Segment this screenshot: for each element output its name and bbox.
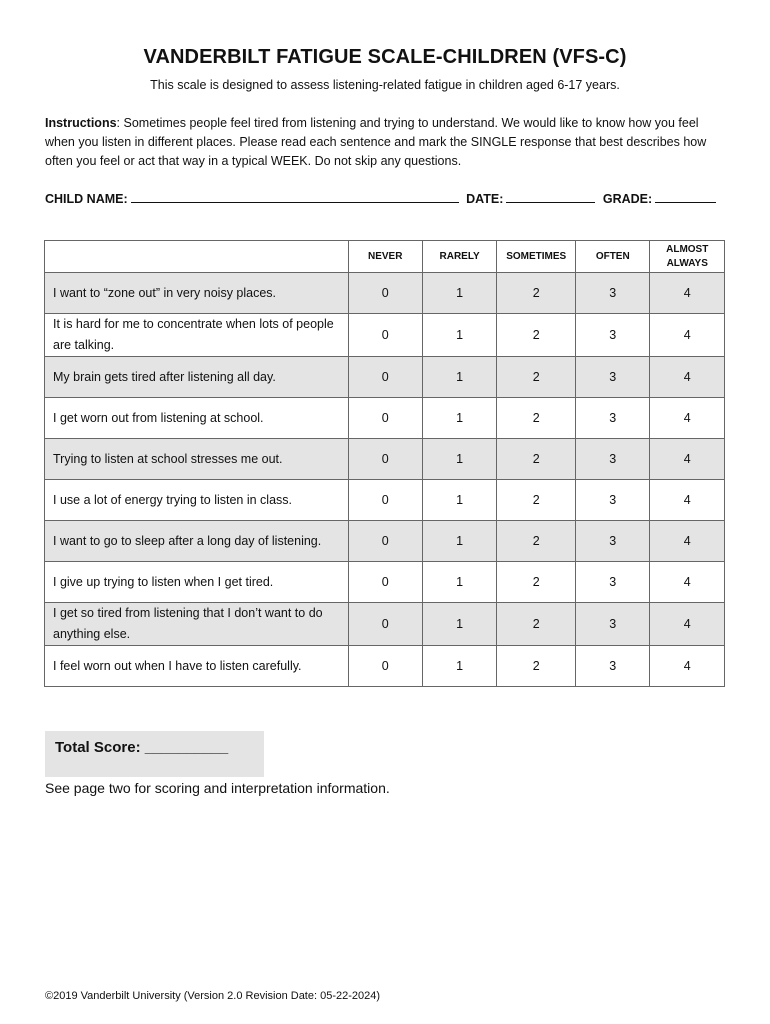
statement-cell: I give up trying to listen when I get tired. bbox=[45, 562, 349, 603]
table-row bbox=[45, 646, 725, 687]
response-option-sometimes[interactable]: 2 bbox=[497, 480, 576, 521]
response-option-never[interactable]: 0 bbox=[348, 480, 422, 521]
header-often: OFTEN bbox=[576, 241, 650, 273]
response-option-rarely[interactable]: 1 bbox=[422, 398, 496, 439]
response-option-often[interactable]: 3 bbox=[576, 314, 650, 357]
instructions bbox=[45, 114, 730, 171]
header-almost-always: ALMOST ALWAYS bbox=[650, 241, 725, 273]
header-rarely: RARELY bbox=[422, 241, 496, 273]
response-option-often[interactable]: 3 bbox=[576, 273, 650, 314]
statement-cell: Trying to listen at school stresses me out. bbox=[45, 439, 349, 480]
statement-cell: It is hard for me to concentrate when lots of people are talking. bbox=[45, 314, 349, 357]
page-subtitle: This scale is designed to assess listening-related fatigue in children aged 6-17 years. bbox=[150, 78, 620, 92]
response-option-rarely[interactable]: 1 bbox=[422, 480, 496, 521]
table-row bbox=[45, 521, 725, 562]
response-option-sometimes[interactable]: 2 bbox=[497, 521, 576, 562]
response-option-never[interactable]: 0 bbox=[348, 273, 422, 314]
response-option-often[interactable]: 3 bbox=[576, 521, 650, 562]
response-option-sometimes[interactable]: 2 bbox=[497, 562, 576, 603]
response-option-almost-always[interactable]: 4 bbox=[650, 562, 725, 603]
statement-cell: I want to go to sleep after a long day of listening. bbox=[45, 521, 349, 562]
total-score-label[interactable]: Total Score: __________ bbox=[55, 739, 229, 756]
table-row bbox=[45, 439, 725, 480]
statement-cell: My brain gets tired after listening all day. bbox=[45, 357, 349, 398]
response-option-almost-always[interactable]: 4 bbox=[650, 398, 725, 439]
statement-cell: I get worn out from listening at school. bbox=[45, 398, 349, 439]
response-option-often[interactable]: 3 bbox=[576, 603, 650, 646]
date-label: DATE: bbox=[466, 192, 504, 206]
response-option-rarely[interactable]: 1 bbox=[422, 439, 496, 480]
response-option-rarely[interactable]: 1 bbox=[422, 603, 496, 646]
child-name-field[interactable] bbox=[131, 190, 459, 203]
response-option-rarely[interactable]: 1 bbox=[422, 314, 496, 357]
response-option-rarely[interactable]: 1 bbox=[422, 521, 496, 562]
instructions-text: : Sometimes people feel tired from listening and trying to understand. We would like to know how you feel when you listen in different places. Please read each sentence and mark the SINGLE response that best describes how often you feel or act that way in a typical WEEK. Do not skip any questions. bbox=[45, 116, 707, 168]
response-option-never[interactable]: 0 bbox=[348, 357, 422, 398]
response-option-almost-always[interactable]: 4 bbox=[650, 521, 725, 562]
response-option-sometimes[interactable]: 2 bbox=[497, 646, 576, 687]
response-option-rarely[interactable]: 1 bbox=[422, 357, 496, 398]
response-option-rarely[interactable]: 1 bbox=[422, 562, 496, 603]
response-option-often[interactable]: 3 bbox=[576, 480, 650, 521]
response-option-rarely[interactable]: 1 bbox=[422, 273, 496, 314]
statement-header bbox=[45, 241, 349, 273]
response-option-often[interactable]: 3 bbox=[576, 439, 650, 480]
response-option-rarely[interactable]: 1 bbox=[422, 646, 496, 687]
table-row bbox=[45, 357, 725, 398]
response-option-sometimes[interactable]: 2 bbox=[497, 439, 576, 480]
response-option-never[interactable]: 0 bbox=[348, 314, 422, 357]
response-option-almost-always[interactable]: 4 bbox=[650, 646, 725, 687]
response-option-almost-always[interactable]: 4 bbox=[650, 314, 725, 357]
table-row bbox=[45, 603, 725, 646]
response-option-almost-always[interactable]: 4 bbox=[650, 603, 725, 646]
child-name-label: CHILD NAME: bbox=[45, 192, 128, 206]
response-option-sometimes[interactable]: 2 bbox=[497, 398, 576, 439]
response-option-often[interactable]: 3 bbox=[576, 646, 650, 687]
header-fields bbox=[45, 190, 720, 206]
total-score-box bbox=[45, 731, 264, 777]
date-field[interactable] bbox=[506, 190, 595, 203]
scoring-note: See page two for scoring and interpretation information. bbox=[45, 780, 390, 796]
table-row bbox=[45, 480, 725, 521]
table-row bbox=[45, 314, 725, 357]
response-option-almost-always[interactable]: 4 bbox=[650, 480, 725, 521]
page-title: VANDERBILT FATIGUE SCALE-CHILDREN (VFS-C) bbox=[143, 46, 627, 68]
response-option-almost-always[interactable]: 4 bbox=[650, 357, 725, 398]
response-option-never[interactable]: 0 bbox=[348, 439, 422, 480]
statement-cell: I get so tired from listening that I don’t want to do anything else. bbox=[45, 603, 349, 646]
response-option-almost-always[interactable]: 4 bbox=[650, 273, 725, 314]
table-row bbox=[45, 273, 725, 314]
response-option-often[interactable]: 3 bbox=[576, 357, 650, 398]
header-never: NEVER bbox=[348, 241, 422, 273]
statement-cell: I want to “zone out” in very noisy places. bbox=[45, 273, 349, 314]
response-option-never[interactable]: 0 bbox=[348, 398, 422, 439]
response-option-sometimes[interactable]: 2 bbox=[497, 357, 576, 398]
response-option-never[interactable]: 0 bbox=[348, 646, 422, 687]
statement-cell: I use a lot of energy trying to listen in class. bbox=[45, 480, 349, 521]
response-option-sometimes[interactable]: 2 bbox=[497, 314, 576, 357]
copyright-footer: ©2019 Vanderbilt University (Version 2.0 Revision Date: 05-22-2024) bbox=[45, 990, 381, 1002]
table-header-row bbox=[45, 241, 725, 273]
response-option-never[interactable]: 0 bbox=[348, 603, 422, 646]
grade-label: GRADE: bbox=[602, 192, 653, 206]
instructions-label: Instructions bbox=[45, 116, 117, 130]
response-option-never[interactable]: 0 bbox=[348, 521, 422, 562]
table-row bbox=[45, 562, 725, 603]
response-option-never[interactable]: 0 bbox=[348, 562, 422, 603]
statement-cell: I feel worn out when I have to listen carefully. bbox=[45, 646, 349, 687]
response-option-often[interactable]: 3 bbox=[576, 398, 650, 439]
grade-field[interactable] bbox=[655, 190, 716, 203]
response-option-sometimes[interactable]: 2 bbox=[497, 273, 576, 314]
response-option-often[interactable]: 3 bbox=[576, 562, 650, 603]
response-option-almost-always[interactable]: 4 bbox=[650, 439, 725, 480]
table-row bbox=[45, 398, 725, 439]
response-option-sometimes[interactable]: 2 bbox=[497, 603, 576, 646]
header-sometimes: SOMETIMES bbox=[497, 241, 576, 273]
fatigue-scale-table bbox=[44, 240, 725, 687]
